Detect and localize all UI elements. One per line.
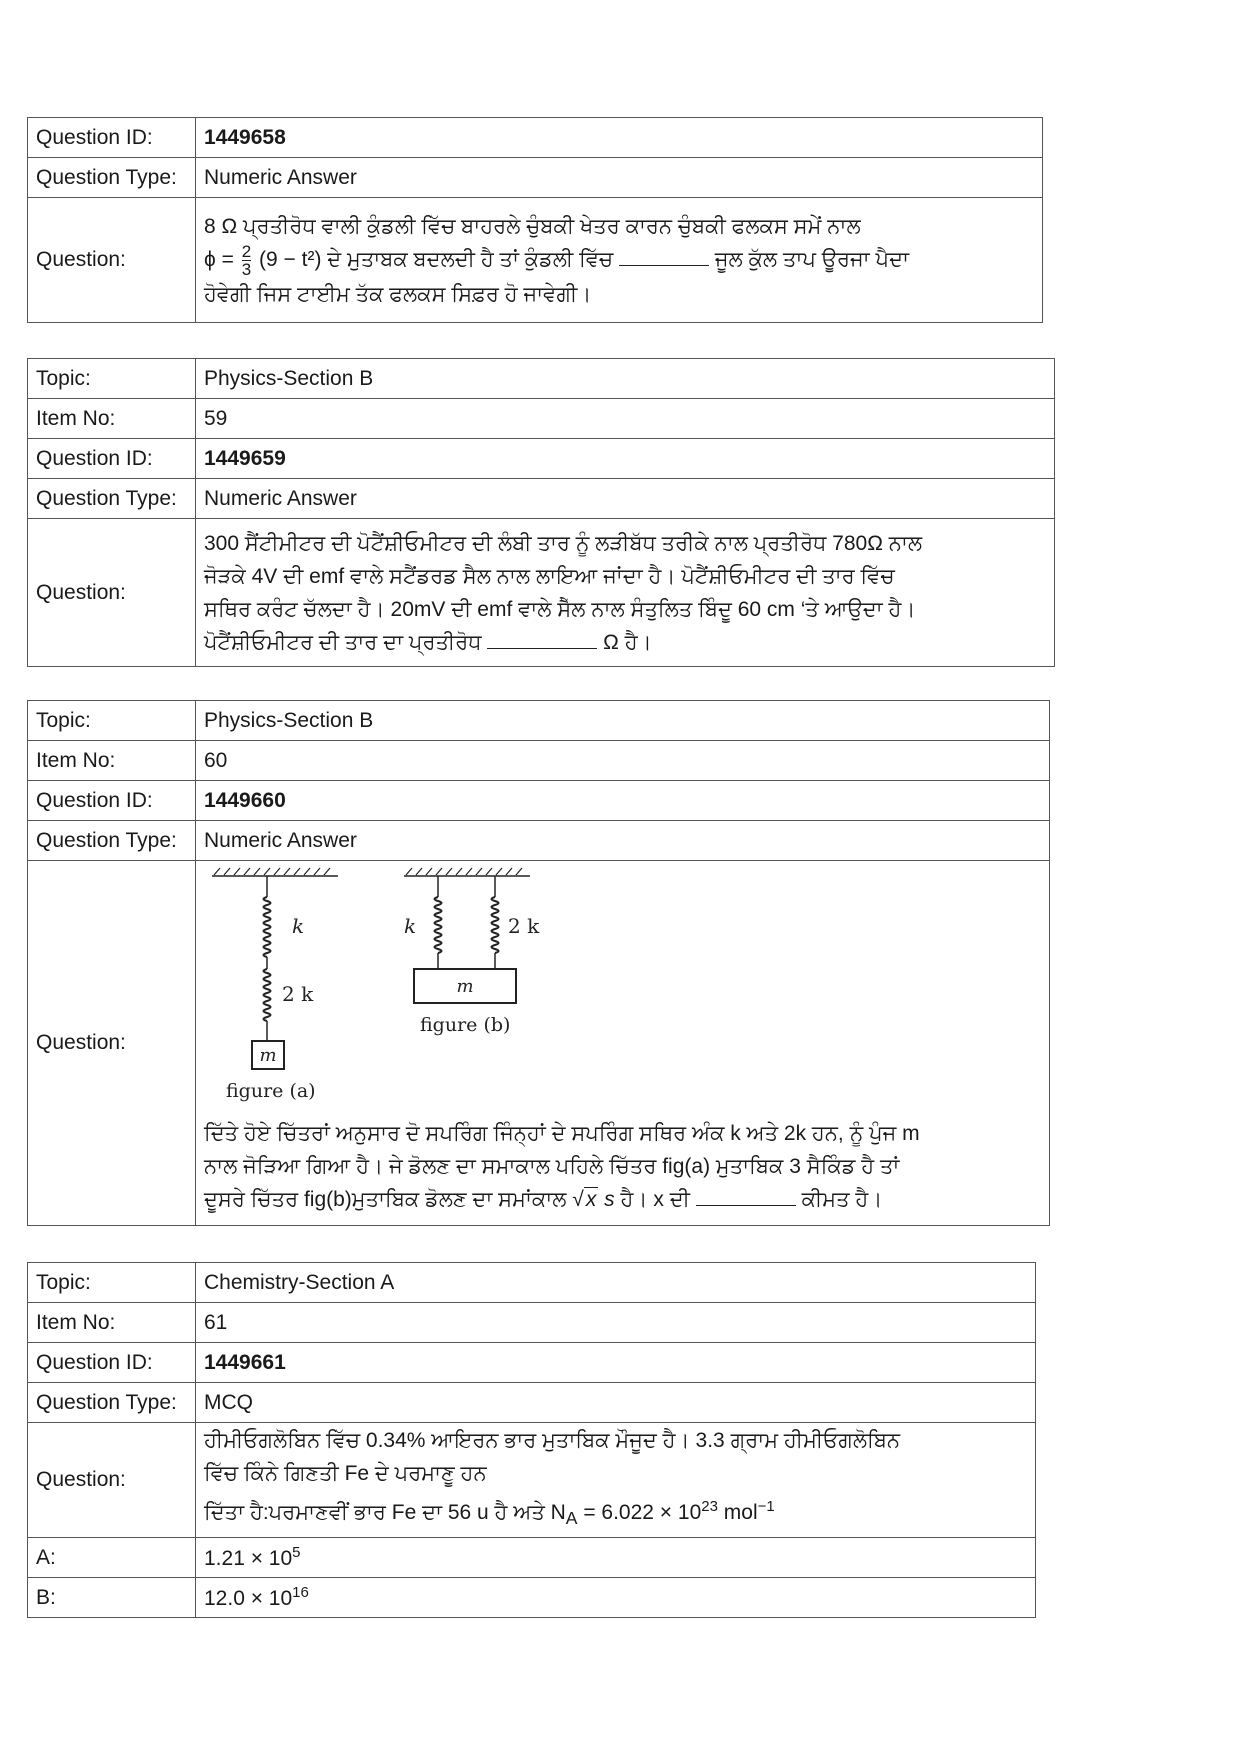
question-type-label: Question Type: bbox=[28, 479, 196, 519]
option-b-exponent: 16 bbox=[292, 1584, 309, 1601]
fig-b-k-label: k bbox=[404, 914, 417, 938]
avogadro-subscript: A bbox=[565, 1508, 578, 1529]
flux-expression: (9 − t²) bbox=[259, 247, 322, 271]
question-line: ਜੋੜਕੇ 4V ਦੀ emf ਵਾਲੇ ਸਟੈਂਡਰਡ ਸੈਲ ਨਾਲ ਲਾਇਆ ਜਾਂਦਾ ਹੈ। ਪੋਟੈਂਸ਼ੀਓਮੀਟਰ ਦੀ ਤਾਰ ਵਿੱਚ bbox=[204, 564, 895, 588]
fig-a-2k-label: 2 k bbox=[282, 982, 314, 1006]
question-line: 300 ਸੈਂਟੀਮੀਟਰ ਦੀ ਪੋਟੈਂਸ਼ੀਓਮੀਟਰ ਦੀ ਲੰਬੀ ਤਾਰ ਨੂੰ ਲੜੀਬੱਧ ਤਰੀਕੇ ਨਾਲ ਪ੍ਰਤੀਰੋਧ 780Ω ਨਾਲ bbox=[204, 531, 923, 555]
question-line: 8 Ω ਪ੍ਰਤੀਰੋਧ ਵਾਲੀ ਕੁੰਡਲੀ ਵਿੱਚ ਬਾਹਰਲੇ ਚੁੰਬਕੀ ਖੇਤਰ ਕਾਰਨ ਚੁੰਬਕੀ ਫਲਕਸ ਸਮੇਂ ਨਾਲ bbox=[204, 214, 861, 238]
question-label: Question: bbox=[28, 519, 196, 667]
item-no-value: 59 bbox=[196, 399, 1055, 439]
question-table-1449658 bbox=[27, 117, 1043, 323]
fraction-denominator: 3 bbox=[241, 259, 252, 279]
question-line: ਨਾਲ ਜੋੜਿਆ ਗਿਆ ਹੈ। ਜੇ ਡੋਲਣ ਦਾ ਸਮਾਕਾਲ ਪਹਿਲੇ ਚਿੱਤਰ fig(a) ਮੁਤਾਬਿਕ 3 ਸੈਕਿੰਡ ਹੈ ਤਾਂ bbox=[204, 1155, 900, 1178]
topic-label: Topic: bbox=[28, 1263, 196, 1303]
question-line: ਦਿੱਤੇ ਹੋਏ ਚਿੱਤਰਾਂ ਅਨੁਸਾਰ ਦੋ ਸਪਰਿੰਗ ਜਿੰਨ੍ਹਾਂ ਦੇ ਸਪਰਿੰਗ ਸਥਿਰ ਅੰਕ k ਅਤੇ 2k ਹਨ, ਨੂੰ ਪੁੰਜ m bbox=[204, 1122, 920, 1145]
question-type-label: Question Type: bbox=[28, 821, 196, 861]
topic-value: Physics-Section B bbox=[196, 359, 1055, 399]
question-type-value: MCQ bbox=[196, 1383, 1036, 1423]
spring-mass-figure bbox=[204, 865, 544, 1107]
question-type-label: Question Type: bbox=[28, 158, 196, 198]
question-table-1449661 bbox=[27, 1262, 1036, 1618]
option-b-value bbox=[196, 1578, 1036, 1618]
avogadro-unit-exponent: −1 bbox=[757, 1498, 775, 1516]
item-no-label: Item No: bbox=[28, 741, 196, 781]
question-type-label: Question Type: bbox=[28, 1383, 196, 1423]
question-text-segment: ਕੀਮਤ ਹੈ। bbox=[801, 1188, 883, 1211]
option-b-label: B: bbox=[28, 1578, 196, 1618]
fig-a-k-label: k bbox=[292, 914, 305, 938]
question-label: Question: bbox=[28, 198, 196, 323]
fig-a-caption: figure (a) bbox=[226, 1080, 316, 1102]
question-text bbox=[196, 519, 1055, 667]
question-type-value: Numeric Answer bbox=[196, 158, 1043, 198]
option-a-exponent: 5 bbox=[292, 1544, 301, 1561]
question-id-value: 1449658 bbox=[196, 118, 1043, 158]
question-id-label: Question ID: bbox=[28, 118, 196, 158]
question-text-segment: ਪੋਟੈਂਸ਼ੀਓਮੀਟਰ ਦੀ ਤਾਰ ਦਾ ਪ੍ਰਤੀਰੋਧ bbox=[204, 630, 482, 654]
question-line bbox=[204, 626, 1046, 659]
question-line bbox=[204, 1183, 1041, 1216]
topic-label: Topic: bbox=[28, 359, 196, 399]
fig-b-mass-label: m bbox=[456, 976, 474, 997]
option-a-base: 1.21 × 10 bbox=[204, 1547, 293, 1570]
question-id-label: Question ID: bbox=[28, 439, 196, 479]
topic-value: Chemistry-Section A bbox=[196, 1263, 1036, 1303]
option-b-base: 12.0 × 10 bbox=[204, 1587, 293, 1610]
question-type-value: Numeric Answer bbox=[196, 821, 1050, 861]
question-line bbox=[204, 243, 1034, 278]
topic-label: Topic: bbox=[28, 701, 196, 741]
question-id-value: 1449660 bbox=[196, 781, 1050, 821]
question-id-value: 1449661 bbox=[196, 1343, 1036, 1383]
figure-a bbox=[212, 868, 338, 1102]
answer-blank bbox=[487, 648, 597, 649]
fig-b-2k-label: 2 k bbox=[508, 914, 540, 938]
question-line: ਹੀਮੀਓਗਲੋਬਿਨ ਵਿੱਚ 0.34% ਆਇਰਨ ਭਾਰ ਮੁਤਾਬਿਕ ਮੌਜੂਦ ਹੈ। 3.3 ਗ੍ਰਾਮ ਹੀਮੀਓਗਲੋਬਿਨ bbox=[204, 1429, 901, 1453]
item-no-label: Item No: bbox=[28, 399, 196, 439]
square-root-expression: √x bbox=[572, 1188, 597, 1211]
question-line: ਵਿੱਚ ਕਿੰਨੇ ਗਿਣਤੀ Fe ਦੇ ਪਰਮਾਣੂ ਹਨ bbox=[204, 1462, 487, 1486]
option-a-value bbox=[196, 1538, 1036, 1578]
question-text-segment: ਜੂਲ ਕੁੱਲ ਤਾਪ ਊਰਜਾ ਪੈਦਾ bbox=[714, 247, 909, 271]
question-text-segment: Ω ਹੈ। bbox=[603, 630, 652, 654]
question-text bbox=[196, 1423, 1036, 1538]
question-type-value: Numeric Answer bbox=[196, 479, 1055, 519]
question-line bbox=[204, 1490, 1027, 1535]
question-text bbox=[196, 861, 1050, 1226]
question-text-segment: ਦੇ ਮੁਤਾਬਕ ਬਦਲਦੀ ਹੈ ਤਾਂ ਕੁੰਡਲੀ ਵਿੱਚ bbox=[327, 247, 614, 271]
question-text-segment: ਦੂਸਰੇ ਚਿੱਤਰ fig(b)ਮੁਤਾਬਿਕ ਡੋਲਣ ਦਾ ਸਮਾਂਕਾਲ bbox=[204, 1188, 567, 1211]
avogadro-unit: mol bbox=[717, 1501, 758, 1525]
question-text-segment: ਦਿੱਤਾ ਹੈ:ਪਰਮਾਣਵੀਂ ਭਾਰ Fe ਦਾ 56 u ਹੈ ਅਤੇ N bbox=[204, 1501, 566, 1525]
answer-blank bbox=[696, 1205, 796, 1206]
avogadro-value: = 6.022 × 10 bbox=[577, 1501, 702, 1525]
item-no-label: Item No: bbox=[28, 1303, 196, 1343]
question-line: ਸਥਿਰ ਕਰੰਟ ਚੱਲਦਾ ਹੈ। 20mV ਦੀ emf ਵਾਲੇ ਸੈੱਲ ਨਾਲ ਸੰਤੁਲਿਤ ਬਿੰਦੂ 60 cm ‘ਤੇ ਆਉਦਾ ਹੈ। bbox=[204, 597, 916, 621]
topic-value: Physics-Section B bbox=[196, 701, 1050, 741]
question-id-label: Question ID: bbox=[28, 1343, 196, 1383]
seconds-unit: s bbox=[604, 1188, 615, 1211]
figure-b bbox=[404, 868, 540, 1036]
question-text-segment: ਹੈ। x ਦੀ bbox=[620, 1188, 690, 1211]
fraction-numerator: 2 bbox=[241, 241, 252, 261]
question-table-1449659 bbox=[27, 358, 1055, 667]
question-label: Question: bbox=[28, 861, 196, 1226]
fig-a-mass-label: m bbox=[259, 1045, 277, 1066]
question-id-label: Question ID: bbox=[28, 781, 196, 821]
question-id-value: 1449659 bbox=[196, 439, 1055, 479]
fig-b-caption: figure (b) bbox=[420, 1014, 511, 1036]
question-line: ਹੋਵੇਗੀ ਜਿਸ ਟਾਈਮ ਤੱਕ ਫਲਕਸ ਸਿਫ਼ਰ ਹੋ ਜਾਵੇਗੀ। bbox=[204, 282, 592, 306]
item-no-value: 61 bbox=[196, 1303, 1036, 1343]
radicand: x bbox=[585, 1188, 597, 1211]
question-text bbox=[196, 198, 1043, 323]
avogadro-exponent: 23 bbox=[701, 1498, 718, 1516]
question-table-1449660 bbox=[27, 700, 1050, 1226]
question-label: Question: bbox=[28, 1423, 196, 1538]
option-a-label: A: bbox=[28, 1538, 196, 1578]
answer-blank bbox=[619, 265, 709, 266]
phi-symbol: ϕ = bbox=[204, 247, 234, 271]
item-no-value: 60 bbox=[196, 741, 1050, 781]
fraction bbox=[242, 243, 251, 278]
